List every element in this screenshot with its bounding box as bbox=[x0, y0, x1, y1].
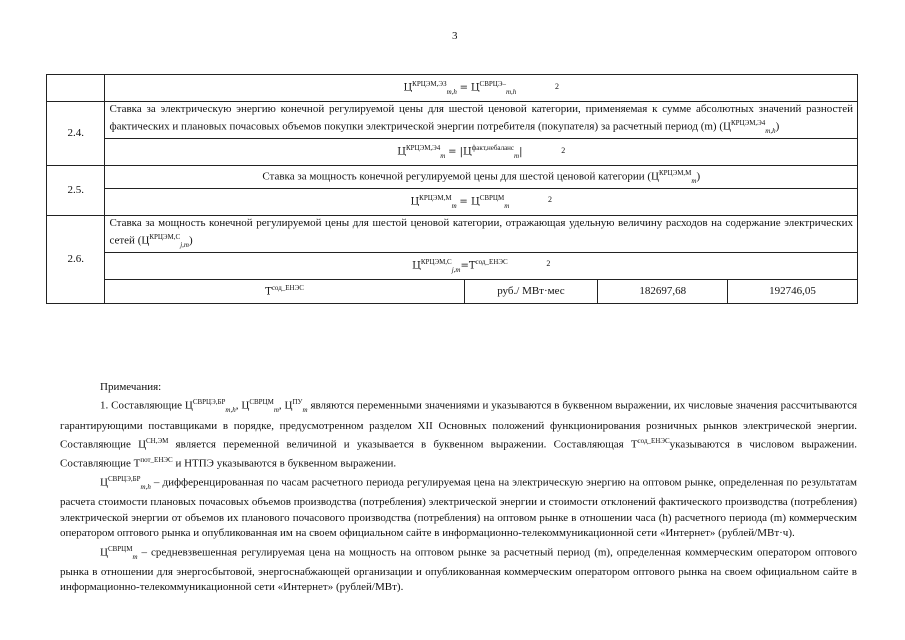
formula-row-3 bbox=[47, 188, 858, 215]
formula-e4: $Ц^{КРЦЭМ,Э4}_m = |Ц^{факт,небаланс}_m|$ 2 bbox=[105, 138, 858, 165]
formula-row-1 bbox=[47, 75, 858, 102]
row-description: Ставка за мощность конечной регулируемой цены для шестой ценовой категории, отражающая удельную величину расходов на содержание электрических сетей $(Ц^{КРЦЭМ,С}_{j,m})$ bbox=[105, 215, 858, 252]
row-number: 2.4. bbox=[47, 102, 105, 166]
page-number: 3 bbox=[452, 30, 458, 42]
value-2025: 192746,05 bbox=[728, 279, 858, 303]
formula-eee: $Ц^{КРЦЭМ,ЭЗ}_{m,h} = Ц^{СВРЦЭ-}_{m,h}$ 2 bbox=[105, 75, 858, 102]
row-description: Ставка за электрическую энергию конечной регулируемой цены для шестой ценовой категории, применяемая к сумме абсолютных значений разностей фактических и плановых почасовых объемов покупки электрической энергии потребителя (покупателя) за расчетный период (m) $(Ц^{КРЦЭМ,Э4}_{m,h})$ bbox=[105, 102, 858, 139]
formula-row-4 bbox=[47, 252, 858, 279]
value-label: $Т^{сод\_ЕНЭС}$ bbox=[105, 279, 464, 303]
tariff-table bbox=[46, 74, 858, 304]
note-1: 1. Составляющие $Ц^{СВРЦЭ,БР}_{m,h}$, $Ц^{СВРЦМ}_m$, $Ц^{ПУ}_m$ являются переменными значениями и указываются в буквенном выражении, их числовые значения рассчитываются гарантирующими поставщиками в порядке, предусмотренном разделом XII Основных положений функционирования розничных рынков электрической энергии. Составляющие $Ц^{СН,ЭМ}$ является переменной величиной и указывается в буквенном выражении. Составляющая $Т^{сод\_ЕНЭС}указываются$ в числовом выражении. Составляющие $Т^{пот\_ЕНЭС}$ и НТПЭ указываются в буквенном выражении. bbox=[60, 398, 858, 470]
notes-title: Примечания: bbox=[100, 381, 162, 393]
formula-row-2 bbox=[47, 138, 858, 165]
row-2-4 bbox=[47, 102, 858, 139]
formula-c: $Ц^{КРЦЭМ,С}_{j,m}=Т^{сод\_ЕНЭС}$ 2 bbox=[105, 252, 858, 279]
value-row bbox=[47, 279, 858, 303]
row-2-6 bbox=[47, 215, 858, 252]
note-2: $Ц^{СВРЦЭ,БР}_{m,h}$ – дифференцированная по часам расчетного периода регулируемая цена на электрическую энергию на оптовом рынке, определенная по результатам расчета стоимости плановых почасовых объемов производства (потребления) электрической энергии и стоимости отклонений фактического производства (потребления) электрической энергии от объемов их планового почасового производства (потребления) на оптовом рынке в отношении часа (h) расчетного периода (m) коммерческим оператором оптового рынка и опубликованная им на своем официальном сайте в информационно-телекоммуникационной сети «Интернет» (рублей/МВт·ч). bbox=[60, 475, 857, 540]
notes bbox=[60, 380, 857, 596]
value-2024: 182697,68 bbox=[598, 279, 728, 303]
row-description: Ставка за мощность конечной регулируемой цены для шестой ценовой категории $(Ц^{КРЦЭМ,М}_m)$ bbox=[105, 165, 858, 188]
formula-m: $Ц^{КРЦЭМ,М}_m = Ц^{СВРЦМ}_m$ 2 bbox=[105, 188, 858, 215]
row-number: 2.5. bbox=[47, 165, 105, 215]
note-3: $Ц^{СВРЦМ}_m$ – средневзвешенная регулируемая цена на мощность на оптовом рынке за расчетный период (m), определенная коммерческим оператором оптового рынка в отношении для энергосбытовой, энергоснабжающей организации и опубликованная коммерческим оператором оптового рынка на своем официальном сайте в информационно-телекоммуникационной сети «Интернет» (рублей/МВт). bbox=[60, 544, 857, 594]
row-2-5 bbox=[47, 165, 858, 188]
unit-cell: руб./ МВт·мес bbox=[464, 279, 598, 303]
row-number: 2.6. bbox=[47, 215, 105, 303]
